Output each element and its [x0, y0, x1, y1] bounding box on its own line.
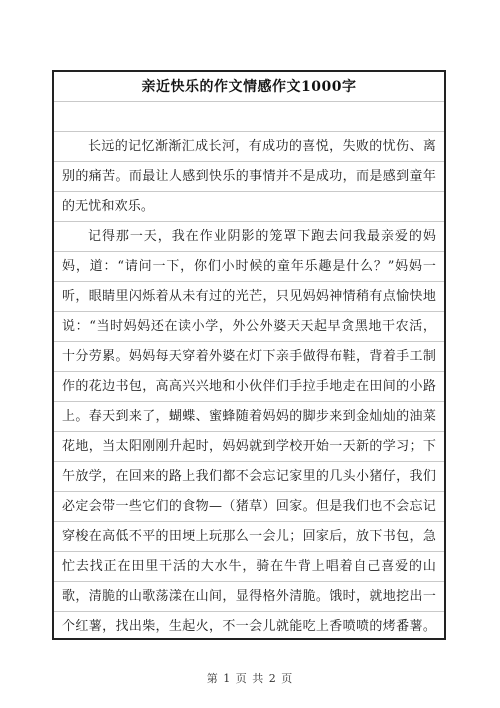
document-title: 亲近快乐的作文情感作文1000字	[141, 79, 357, 95]
paragraph-2: 记得那一天，我在作业阴影的笼罩下跑去问我最亲爱的妈妈，道：“请问一下，你们小时候的童年乐趣是什么？”妈妈一听，眼睛里闪烁着从未有过的光芒，只见妈妈神情稍有点愉快地说：“当时妈妈还在读小学，外公外婆天天起早贪黑地干农活，十分劳累。妈妈每天穿着外婆在灯下亲手做得布鞋，背着手工制作的花边书包，高高兴兴地和小伙伴们手拉手地走在田间的小路上。春天到来了，蝴蝶、蜜蜂随着妈妈的脚步来到金灿灿的油菜花地，当太阳刚刚升起时，妈妈就到学校开始一天新的学习；下午放学，在回来的路上我们都不会忘记家里的几头小猪仔，我们必定会带一些它们的食物—（猪草）回家。但是我们也不会忘记穿梭在高低不平的田埂上玩那么一会儿；回家后，放下书包，急忙去找正在田里干活的大水牛，骑在牛背上唱着自己喜爱的山歌，清脆的山歌荡漾在山间，显得格外清脆。饿时，就地挖出一个红薯，找出柴，生起火，不一会儿就能吃上香喷喷的烤番薯。	[62, 229, 436, 634]
page-number-footer: 第 1 页 共 2 页	[206, 672, 294, 685]
document-page	[52, 70, 446, 640]
paragraph-1: 长远的记忆渐渐汇成长河，有成功的喜悦，失败的忧伤、离别的痛苦。而最让人感到快乐的事情并不是成功，而是感到童年的无忧和欢乐。	[62, 139, 436, 214]
document-body	[54, 132, 444, 640]
blank-ruled-line	[54, 102, 444, 132]
